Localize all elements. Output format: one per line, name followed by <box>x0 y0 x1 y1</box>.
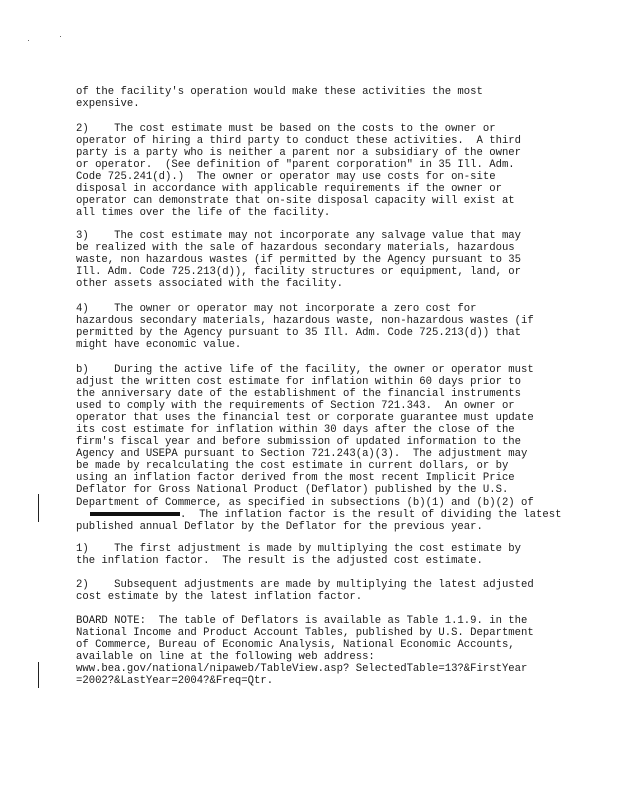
board-note: BOARD NOTE: The table of Deflators is available as Table 1.1.9. in the National Income and Product Account Tables, published by U.S. Department of Commerce, Bureau of Economic Analysis, National Economic Accounts, available on line at the following web address: www.bea.gov/national/nipaweb/TableView.asp? SelectedTable=13?&FirstYear =2002?&LastYear=2004?&Freq=Qtr. <box>76 615 534 688</box>
redaction-mark <box>90 512 180 516</box>
paragraph-continuation: of the facility's operation would make these activities the most expensive. <box>76 86 483 111</box>
section-b-text: b) During the active life of the facility, the owner or operator must adjust the written cost estimate for inflation within 60 days prior to the anniversary date of the establishment of the financial instruments used to comply with the requirements of Section 721.343. An owner or operator that uses the financial test or corporate guarantee must update its cost estimate for inflation within 30 days after the close of the firm's fiscal year and before submission of updated information to the Agency and USEPA pursuant to Section 721.243(a)(3). The adjustment may be made by recalculating the cost estimate in current dollars, or by using an inflation factor derived from the most recent Implicit Price Deflator for Gross National Product (Deflator) published by the U.S. Department of Commerce, as specified in subsections (b)(1) and (b)(2) of <box>76 364 534 509</box>
paragraph-item-2: 2) The cost estimate must be based on the costs to the owner or operator of hiring a third party to conduct these activities. A third party is a party who is neither a parent nor a subsidiary of the owner or operator. (See definition of "parent corporation" in 35 Ill. Adm. Code 725.241(d).) The owner or operator may use costs for on-site disposal in accordance with applicable requirements if the owner or operator can demonstrate that on-site disposal capacity will exist at all times over the life of the facility. <box>76 123 522 220</box>
paragraph-adjustment-1: 1) The first adjustment is made by multiplying the cost estimate by the inflation factor. The result is the adjusted cost estimate. <box>76 543 522 568</box>
paragraph-item-4: 4) The owner or operator may not incorporate a zero cost for hazardous secondary materials, hazardous waste, non-hazardous wastes (if permitted by the Agency pursuant to 35 Ill. Adm. Code 725.213(d)) that might have economic value. <box>76 303 534 352</box>
scan-speck <box>60 36 61 37</box>
paragraph-section-b <box>76 364 562 533</box>
section-b-tail: . The inflation factor is the result of dividing the latest <box>180 508 562 521</box>
paragraph-item-3: 3) The cost estimate may not incorporate any salvage value that may be realized with the sale of hazardous secondary materials, hazardous waste, non hazardous wastes (if permitted by the Agency pursuant to 35 Ill. Adm. Code 725.213(d)), facility structures or equipment, land, or other assets associated with the facility. <box>76 230 522 291</box>
paragraph-adjustment-2: 2) Subsequent adjustments are made by multiplying the latest adjusted cost estimate by the latest inflation factor. <box>76 579 534 604</box>
section-b-last-line: published annual Deflator by the Deflator for the previous year. <box>76 520 483 533</box>
scan-speck <box>28 40 29 41</box>
revision-change-bar <box>38 494 39 522</box>
revision-change-bar <box>38 662 39 688</box>
